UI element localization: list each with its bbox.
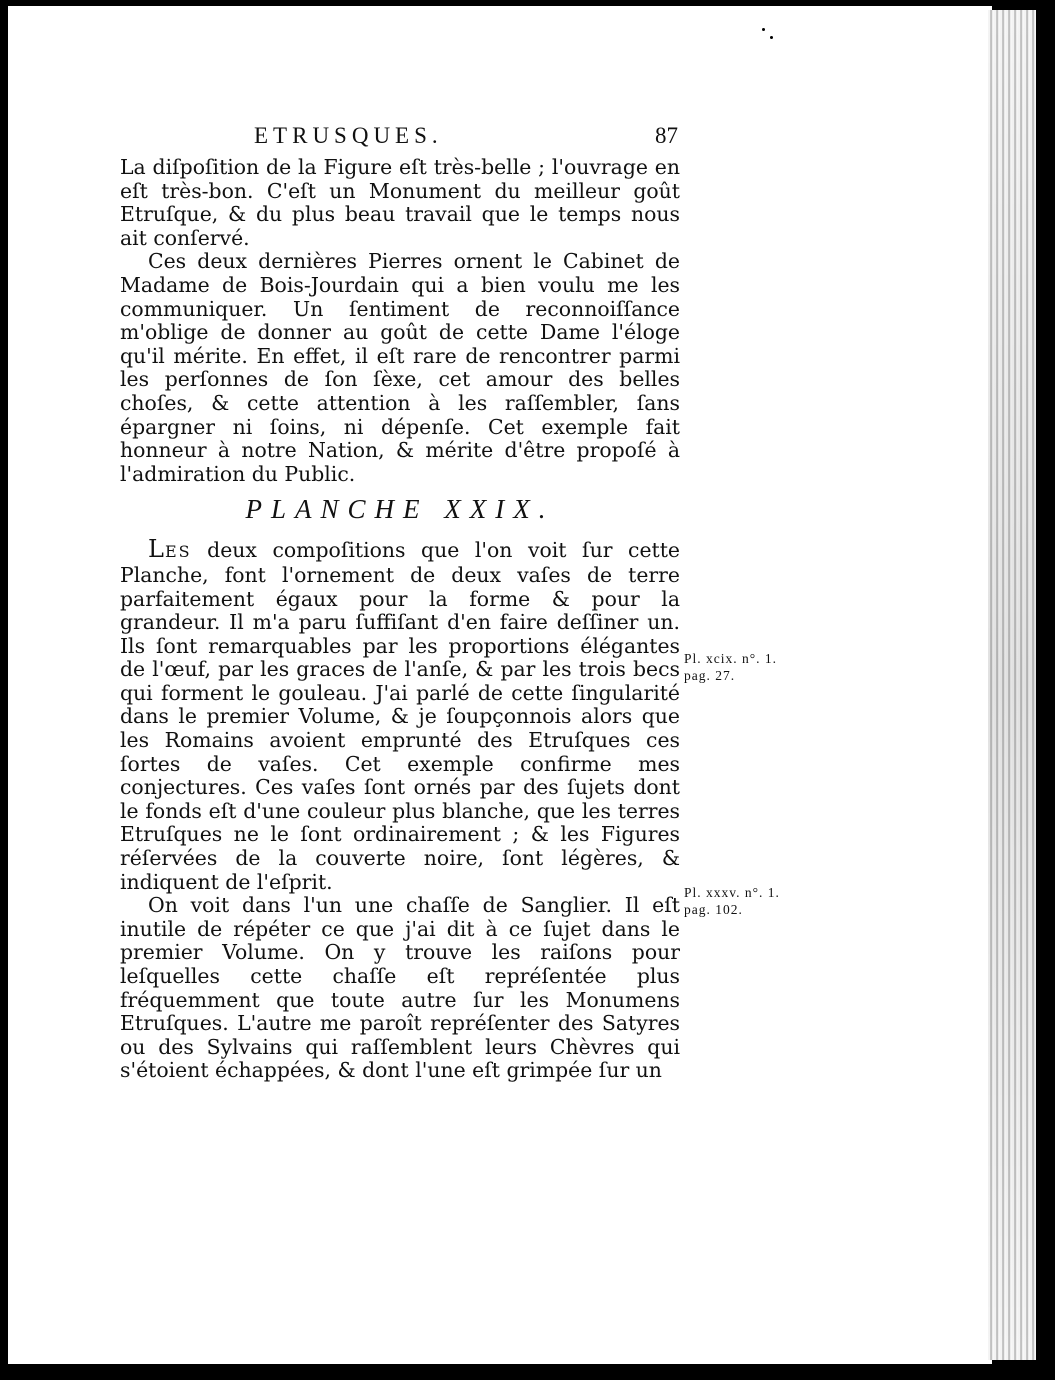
margin-note-page: pag. 102. (684, 902, 743, 917)
page-number: 87 (655, 123, 678, 148)
ink-specks (760, 26, 800, 46)
paragraph-continued: La diſpoſition de la Figure eſt très-belle ; l'ouvrage en eſt très-bon. C'eſt un Monument du meilleur goût Etruſque, & du plus beau travail que le temps nous ait conſervé. (120, 155, 680, 250)
ink-speck (762, 28, 765, 31)
margin-note-page: pag. 27. (684, 668, 736, 683)
paragraph-hunt: On voit dans l'un une chaſſe de Sanglier. Il eſt inutile de répéter ce que j'ai dit à ce ſujet dans le premier Volume. On y trouve les raiſons pour leſquelles cette chaſſe eſt repréſentée plus fréquemment que toute autre ſur les Monumens Etruſques. L'autre me paroît repréſenter des Satyres ou des Sylvains qui raſſemblent leurs Chèvres qui s'étoient échappées, & dont l'une eſt grimpée ſur un (120, 893, 680, 1083)
paragraph-vases-text: deux compoſitions que l'on voit ſur cette Planche, font l'ornement de deux vaſes de terre parfaitement égaux pour la forme & pour la grandeur. Il m'a paru ſuffiſant d'en faire deſſiner un. Ils ſont remarquables par les proportions élégantes de l'œuf, par les graces de l'anſe, & par les trois becs qui forment le gouleau. J'ai parlé de cette ſingularité dans le premier Volume, & je ſoupçonnois alors que les Romains avoient emprunté des Etruſques ces ſortes de vaſes. Cet exemple confirme mes conjectures. Ces vaſes ſont ornés par des ſujets dont le fonds eſt d'une couleur plus blanche, que les terres Etruſques ne le ſont ordinairement ; & les Figures réſervées de la couverte noire, ſont légères, & indiquent de l'eſprit. (120, 538, 680, 894)
text-block (120, 124, 680, 1083)
margin-note-plate: Pl. xcix. n°. 1. (684, 651, 778, 666)
margin-note-plate: Pl. xxxv. n°. 1. (684, 885, 780, 900)
section-heading: PLANCHE XXIX. (245, 494, 555, 525)
margin-note (684, 650, 824, 684)
running-head (120, 124, 680, 154)
page-edge-shade (988, 10, 1036, 1360)
running-title: ETRUSQUES. (254, 123, 443, 148)
lead-small-caps: ES (164, 542, 192, 562)
margin-note (684, 884, 824, 918)
paragraph-vases (120, 535, 680, 894)
paragraph-cabinet: Ces deux dernières Pierres ornent le Cabinet de Madame de Bois-Jourdain qui a bien voulu me les communiquer. Un ſentiment de reconnoiſſance m'oblige de donner au goût de cette Dame l'éloge qu'il mérite. En effet, il eſt rare de rencontrer parmi les perſonnes de ſon ſèxe, cet amour des belles choſes, & cette attention à les raſſembler, ſans épargner ni ſoins, ni dépenſe. Cet exemple fait honneur à notre Nation, & mérite d'être propoſé à l'admiration du Public. (120, 249, 680, 486)
lead-initial: L (148, 535, 165, 564)
ink-speck (770, 36, 773, 39)
page-edge-stack (988, 10, 1036, 1360)
